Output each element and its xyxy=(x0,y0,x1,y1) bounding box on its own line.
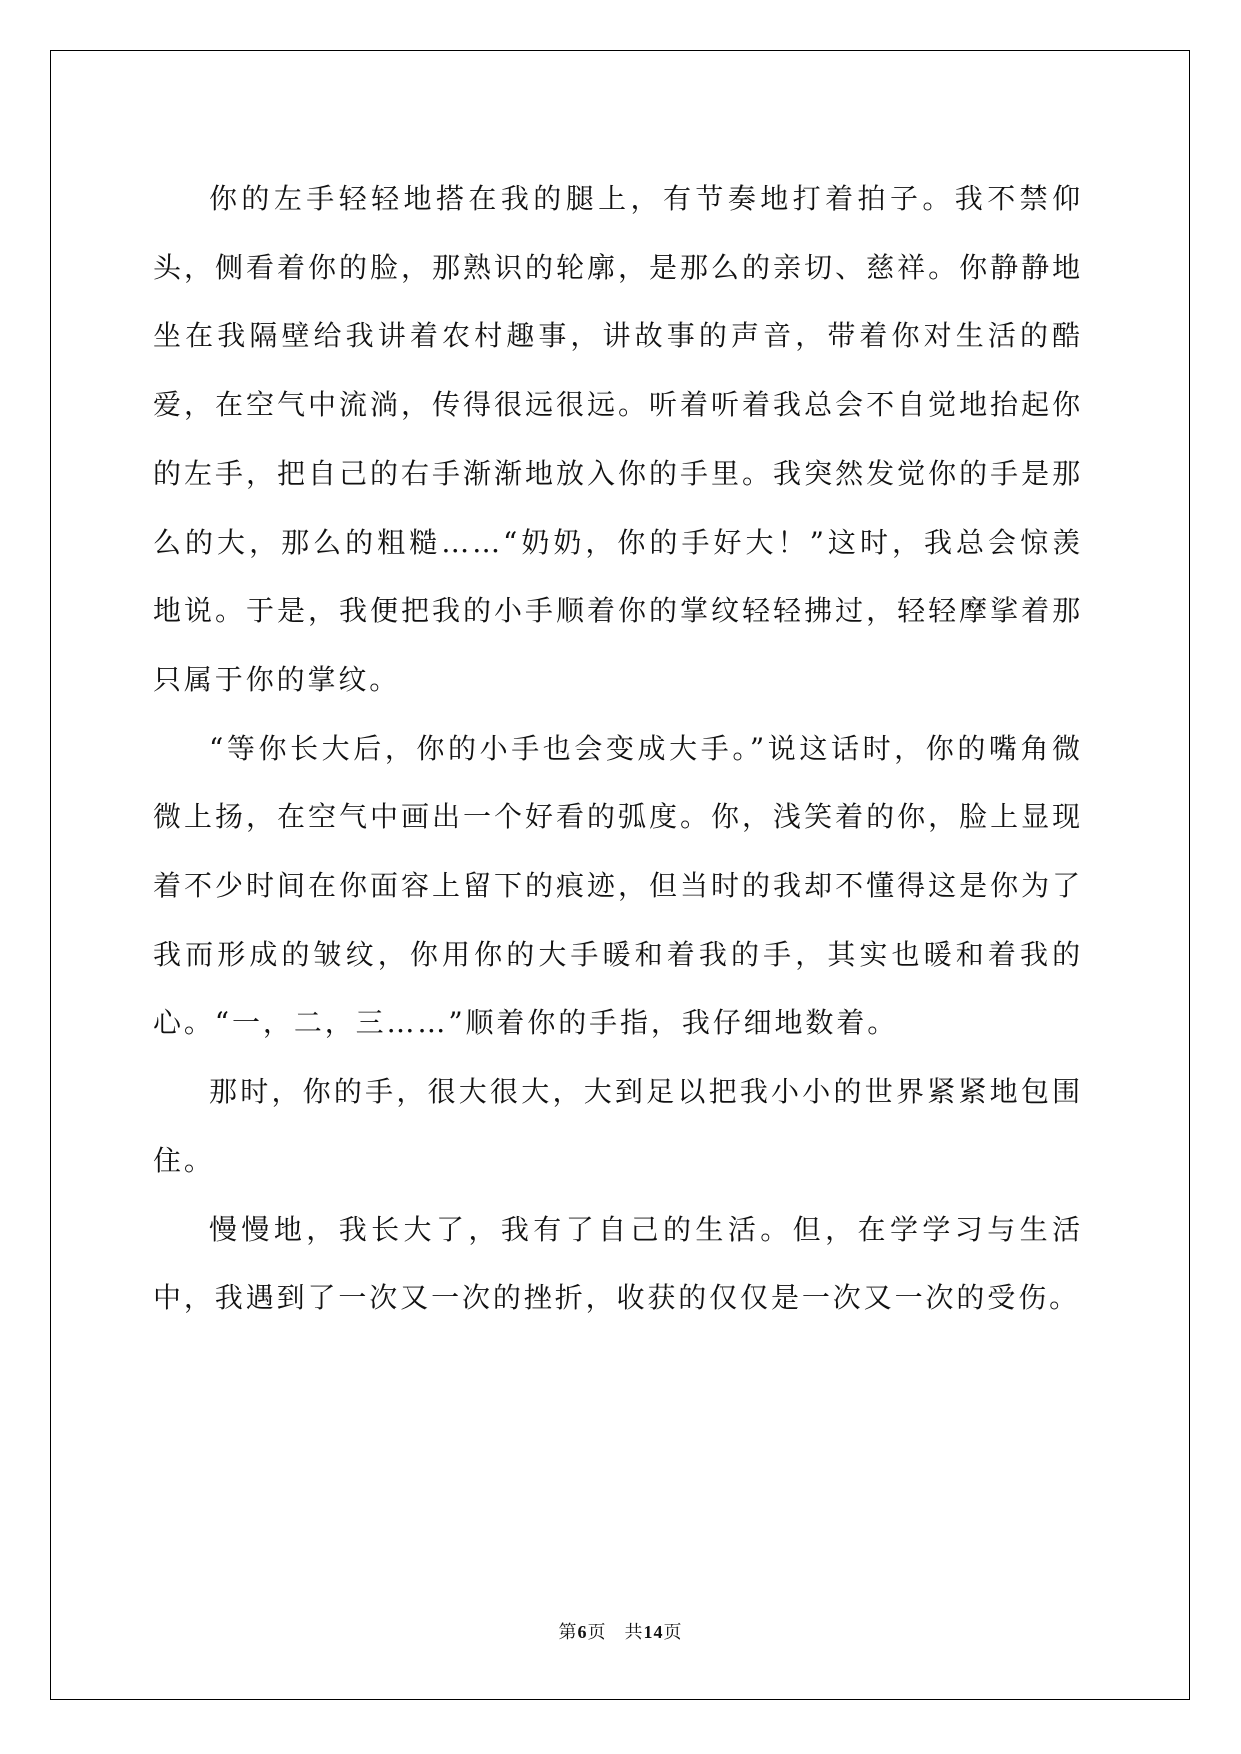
paragraph-1: 你的左手轻轻地搭在我的腿上，有节奏地打着拍子。我不禁仰头，侧看着你的脸，那熟识的轮廓，是那么的亲切、慈祥。你静静地坐在我隔壁给我讲着农村趣事，讲故事的声音，带着你对生活的酷爱，在空气中流淌，传得很远很远。听着听着我总会不自觉地抬起你的左手，把自己的右手渐渐地放入你的手里。我突然发觉你的手是那么的大，那么的粗糙……“奶奶，你的手好大！”这时，我总会惊羡地说。于是，我便把我的小手顺着你的掌纹轻轻拂过，轻轻摩挲着那只属于你的掌纹。 xyxy=(153,182,1083,696)
total-page-count: 14 xyxy=(643,1622,664,1642)
total-suffix: 页 xyxy=(663,1622,683,1643)
total-prefix: 共 xyxy=(624,1622,644,1643)
page-footer xyxy=(0,1618,1241,1644)
current-page-number: 6 xyxy=(577,1622,588,1642)
page-suffix: 页 xyxy=(587,1622,607,1643)
paragraph-4: 慢慢地，我长大了，我有了自己的生活。但，在学学习与生活中，我遇到了一次又一次的挫折，收获的仅仅是一次又一次的受伤。 xyxy=(153,1212,1083,1315)
paragraph-2: “等你长大后，你的小手也会变成大手。”说这话时，你的嘴角微微上扬，在空气中画出一个好看的弧度。你，浅笑着的你，脸上显现着不少时间在你面容上留下的痕迹，但当时的我却不懂得这是你为了我而形成的皱纹，你用你的大手暖和着我的手，其实也暖和着我的心。“一，二，三……”顺着你的手指，我仔细地数着。 xyxy=(153,731,1083,1040)
document-body xyxy=(153,165,1083,1333)
paragraph-3: 那时，你的手，很大很大，大到足以把我小小的世界紧紧地包围住。 xyxy=(153,1075,1083,1177)
page-prefix: 第 xyxy=(558,1622,578,1643)
